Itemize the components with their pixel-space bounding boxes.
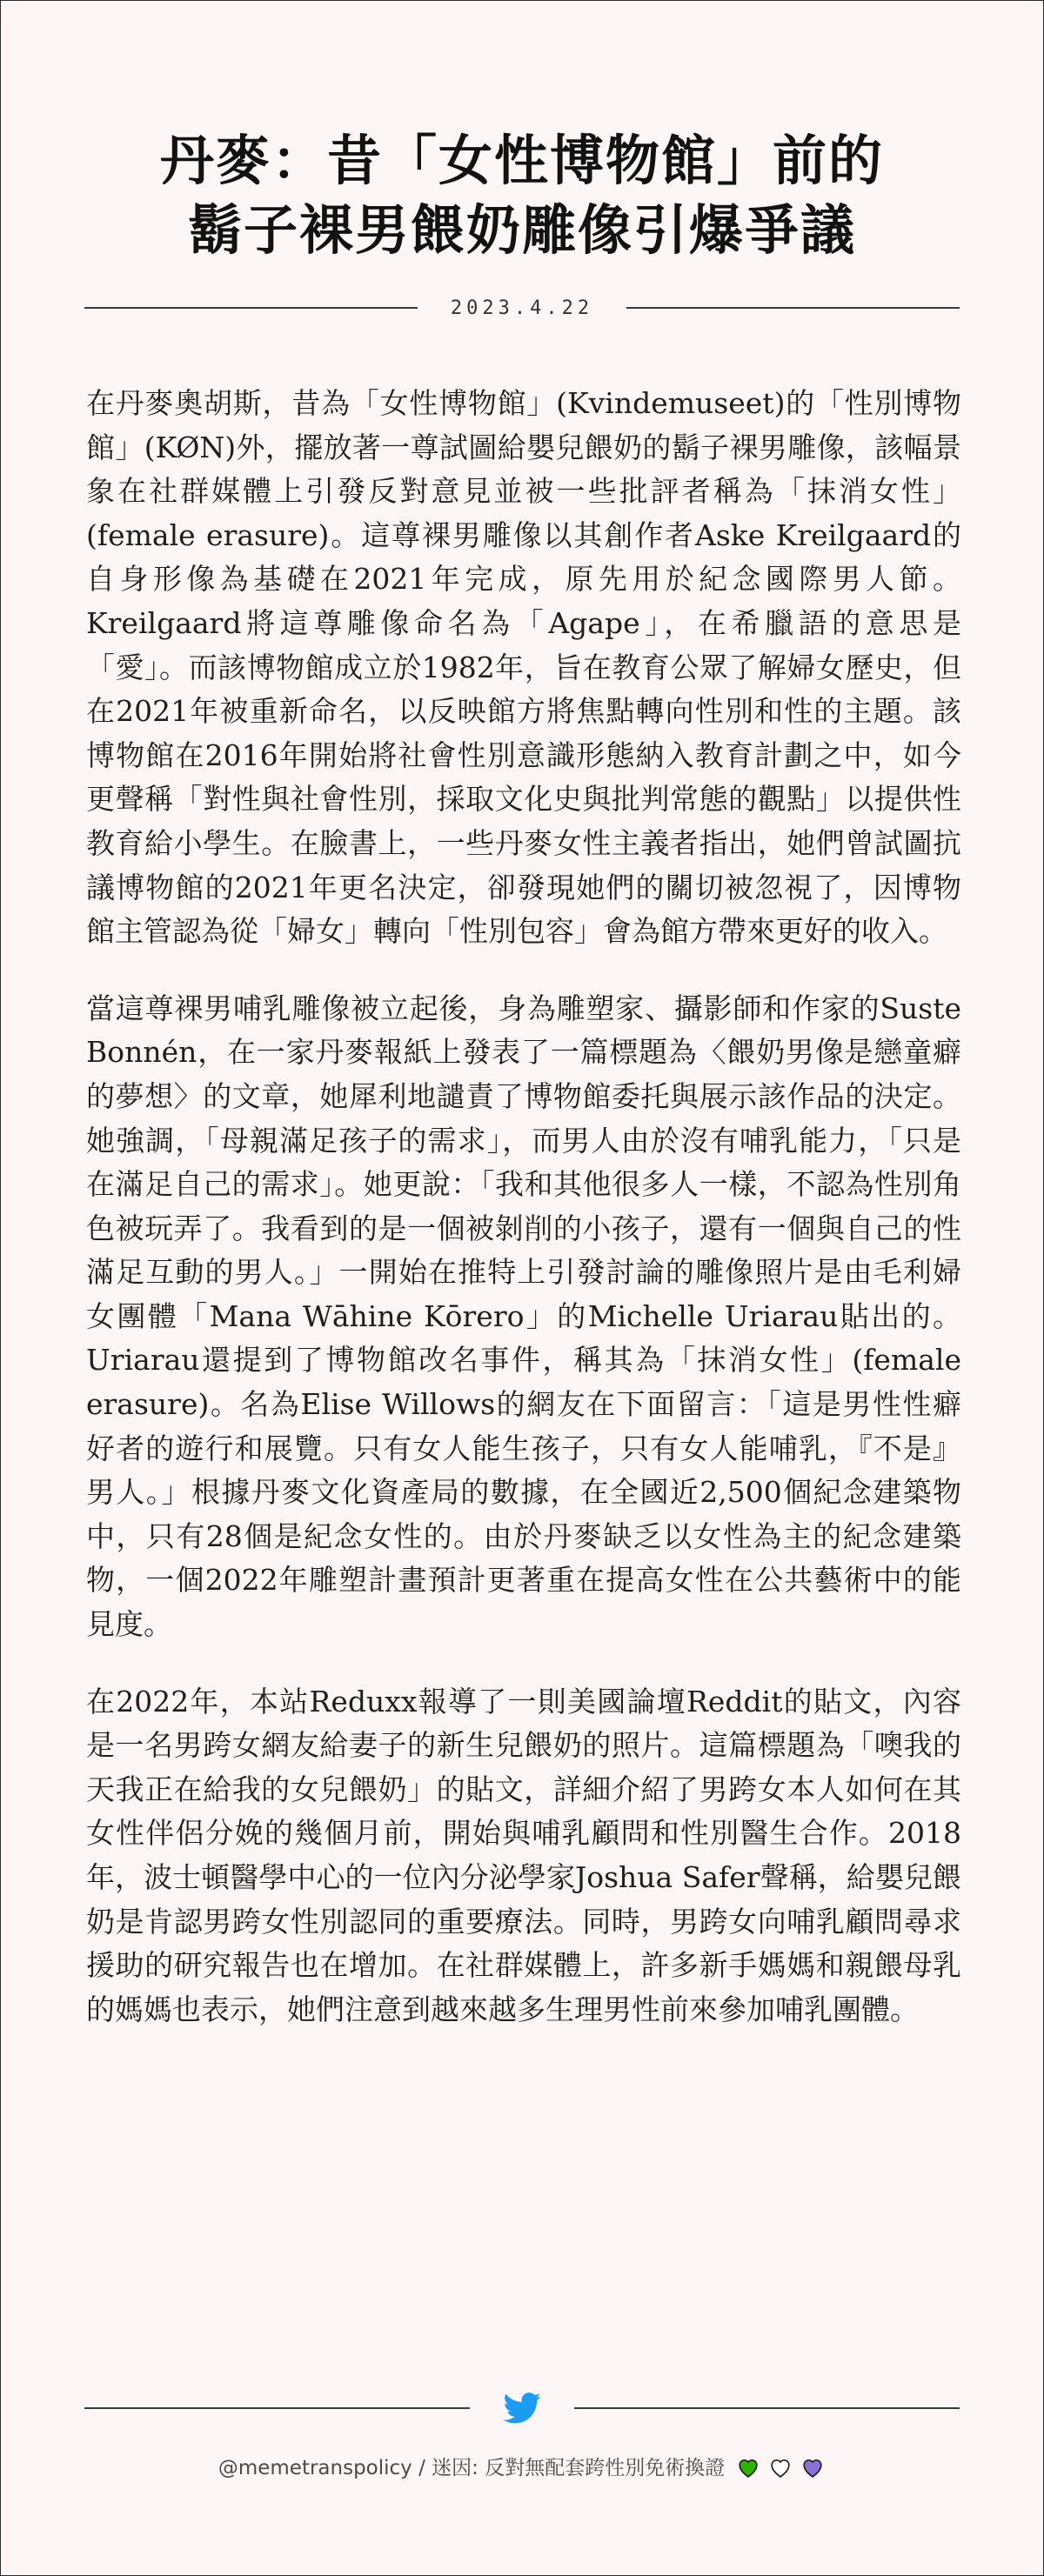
divider-right [626,307,960,309]
article-paragraph-2: 當這尊裸男哺乳雕像被立起後，身為雕塑家、攝影師和作家的Suste Bonnén，在一家丹麥報紙上發表了一篇標題為〈餵奶男像是戀童癖的夢想〉的文章，她犀利地譴責了博物館委托與展示該作品的決定。她強調，「母親滿足孩子的需求」，而男人由於沒有哺乳能力，「只是在滿足自己的需求」。她更說：「我和其他很多人一樣，不認為性別角色被玩弄了。我看到的是一個被剝削的小孩子，還有一個與自己的性滿足互動的男人。」一開始在推特上引發討論的雕像照片是由毛利婦女團體「Mana Wāhine Kōrero」的Michelle Uriarau貼出的。Uriarau還提到了博物館改名事件，稱其為「抹消女性」(female erasure)。名為Elise Willows的網友在下面留言：「這是男性性癖好者的遊行和展覽。只有女人能生孩子，只有女人能哺乳，『不是』男人。」根據丹麥文化資產局的數據，在全國近2,500個紀念建築物中，只有28個是紀念女性的。由於丹麥缺乏以女性為主的紀念建築物，一個2022年雕塑計畫預計更著重在提高女性在公共藝術中的能見度。 [86,991,961,1642]
article-title [53,126,991,265]
footer-divider-row [84,2391,960,2426]
publish-date: 2023.4.22 [450,297,594,319]
purple-heart-icon [801,2457,824,2478]
article-title-line-2: 鬍子裸男餵奶雕像引爆爭議 [187,198,856,262]
footer-credit-text: @memetranspolicy / 迷因: 反對無配套跨性別免術換證 [218,2457,726,2479]
divider-left [84,307,418,309]
footer-credit [1,2452,1043,2483]
date-row [84,295,960,321]
article-title-line-1: 丹麥：昔「女性博物館」前的 [159,129,884,192]
twitter-bird-icon [503,2392,541,2424]
heart-icons [735,2457,826,2483]
article-paragraph-1: 在丹麥奧胡斯，昔為「女性博物館」(Kvindemuseet)的「性別博物館」(KØN)外，擺放著一尊試圖給嬰兒餵奶的鬍子裸男雕像，該幅景象在社群媒體上引發反對意見並被一些批評者稱為「抹消女性」(female erasure)。這尊裸男雕像以其創作者Aske Kreilgaard的自身形像為基礎在2021年完成，原先用於紀念國際男人節。Kreilgaard將這尊雕像命名為「Agape」，在希臘語的意思是「愛」。而該博物館成立於1982年，旨在教育公眾了解婦女歷史，但在2021年被重新命名，以反映館方將焦點轉向性別和性的主題。該博物館在2016年開始將社會性別意識形態納入教育計劃之中，如今更聲稱「對性與社會性別，採取文化史與批判常態的觀點」以提供性教育給小學生。在臉書上，一些丹麥女性主義者指出，她們曾試圖抗議博物館的2021年更名決定，卻發現她們的關切被忽視了，因博物館主管認為從「婦女」轉向「性別包容」會為館方帶來更好的收入。 [86,386,961,949]
white-heart-icon [769,2457,792,2478]
article-paragraph-3: 在2022年，本站Reduxx報導了一則美國論壇Reddit的貼文，內容是一名男跨女網友給妻子的新生兒餵奶的照片。這篇標題為「噢我的天我正在給我的女兒餵奶」的貼文，詳細介紹了男跨女本人如何在其女性伴侶分娩的幾個月前，開始與哺乳顧問和性別醫生合作。2018年，波士頓醫學中心的一位內分泌學家Joshua Safer聲稱，給嬰兒餵奶是肯認男跨女性別認同的重要療法。同時，男跨女向哺乳顧問尋求援助的研究報告也在增加。在社群媒體上，許多新手媽媽和親餵母乳的媽媽也表示，她們注意到越來越多生理男性前來參加哺乳團體。 [86,1684,961,2026]
footer-divider-left [84,2407,470,2409]
footer-divider-right [574,2407,960,2409]
article-body [86,382,961,2065]
green-heart-icon [737,2457,760,2478]
